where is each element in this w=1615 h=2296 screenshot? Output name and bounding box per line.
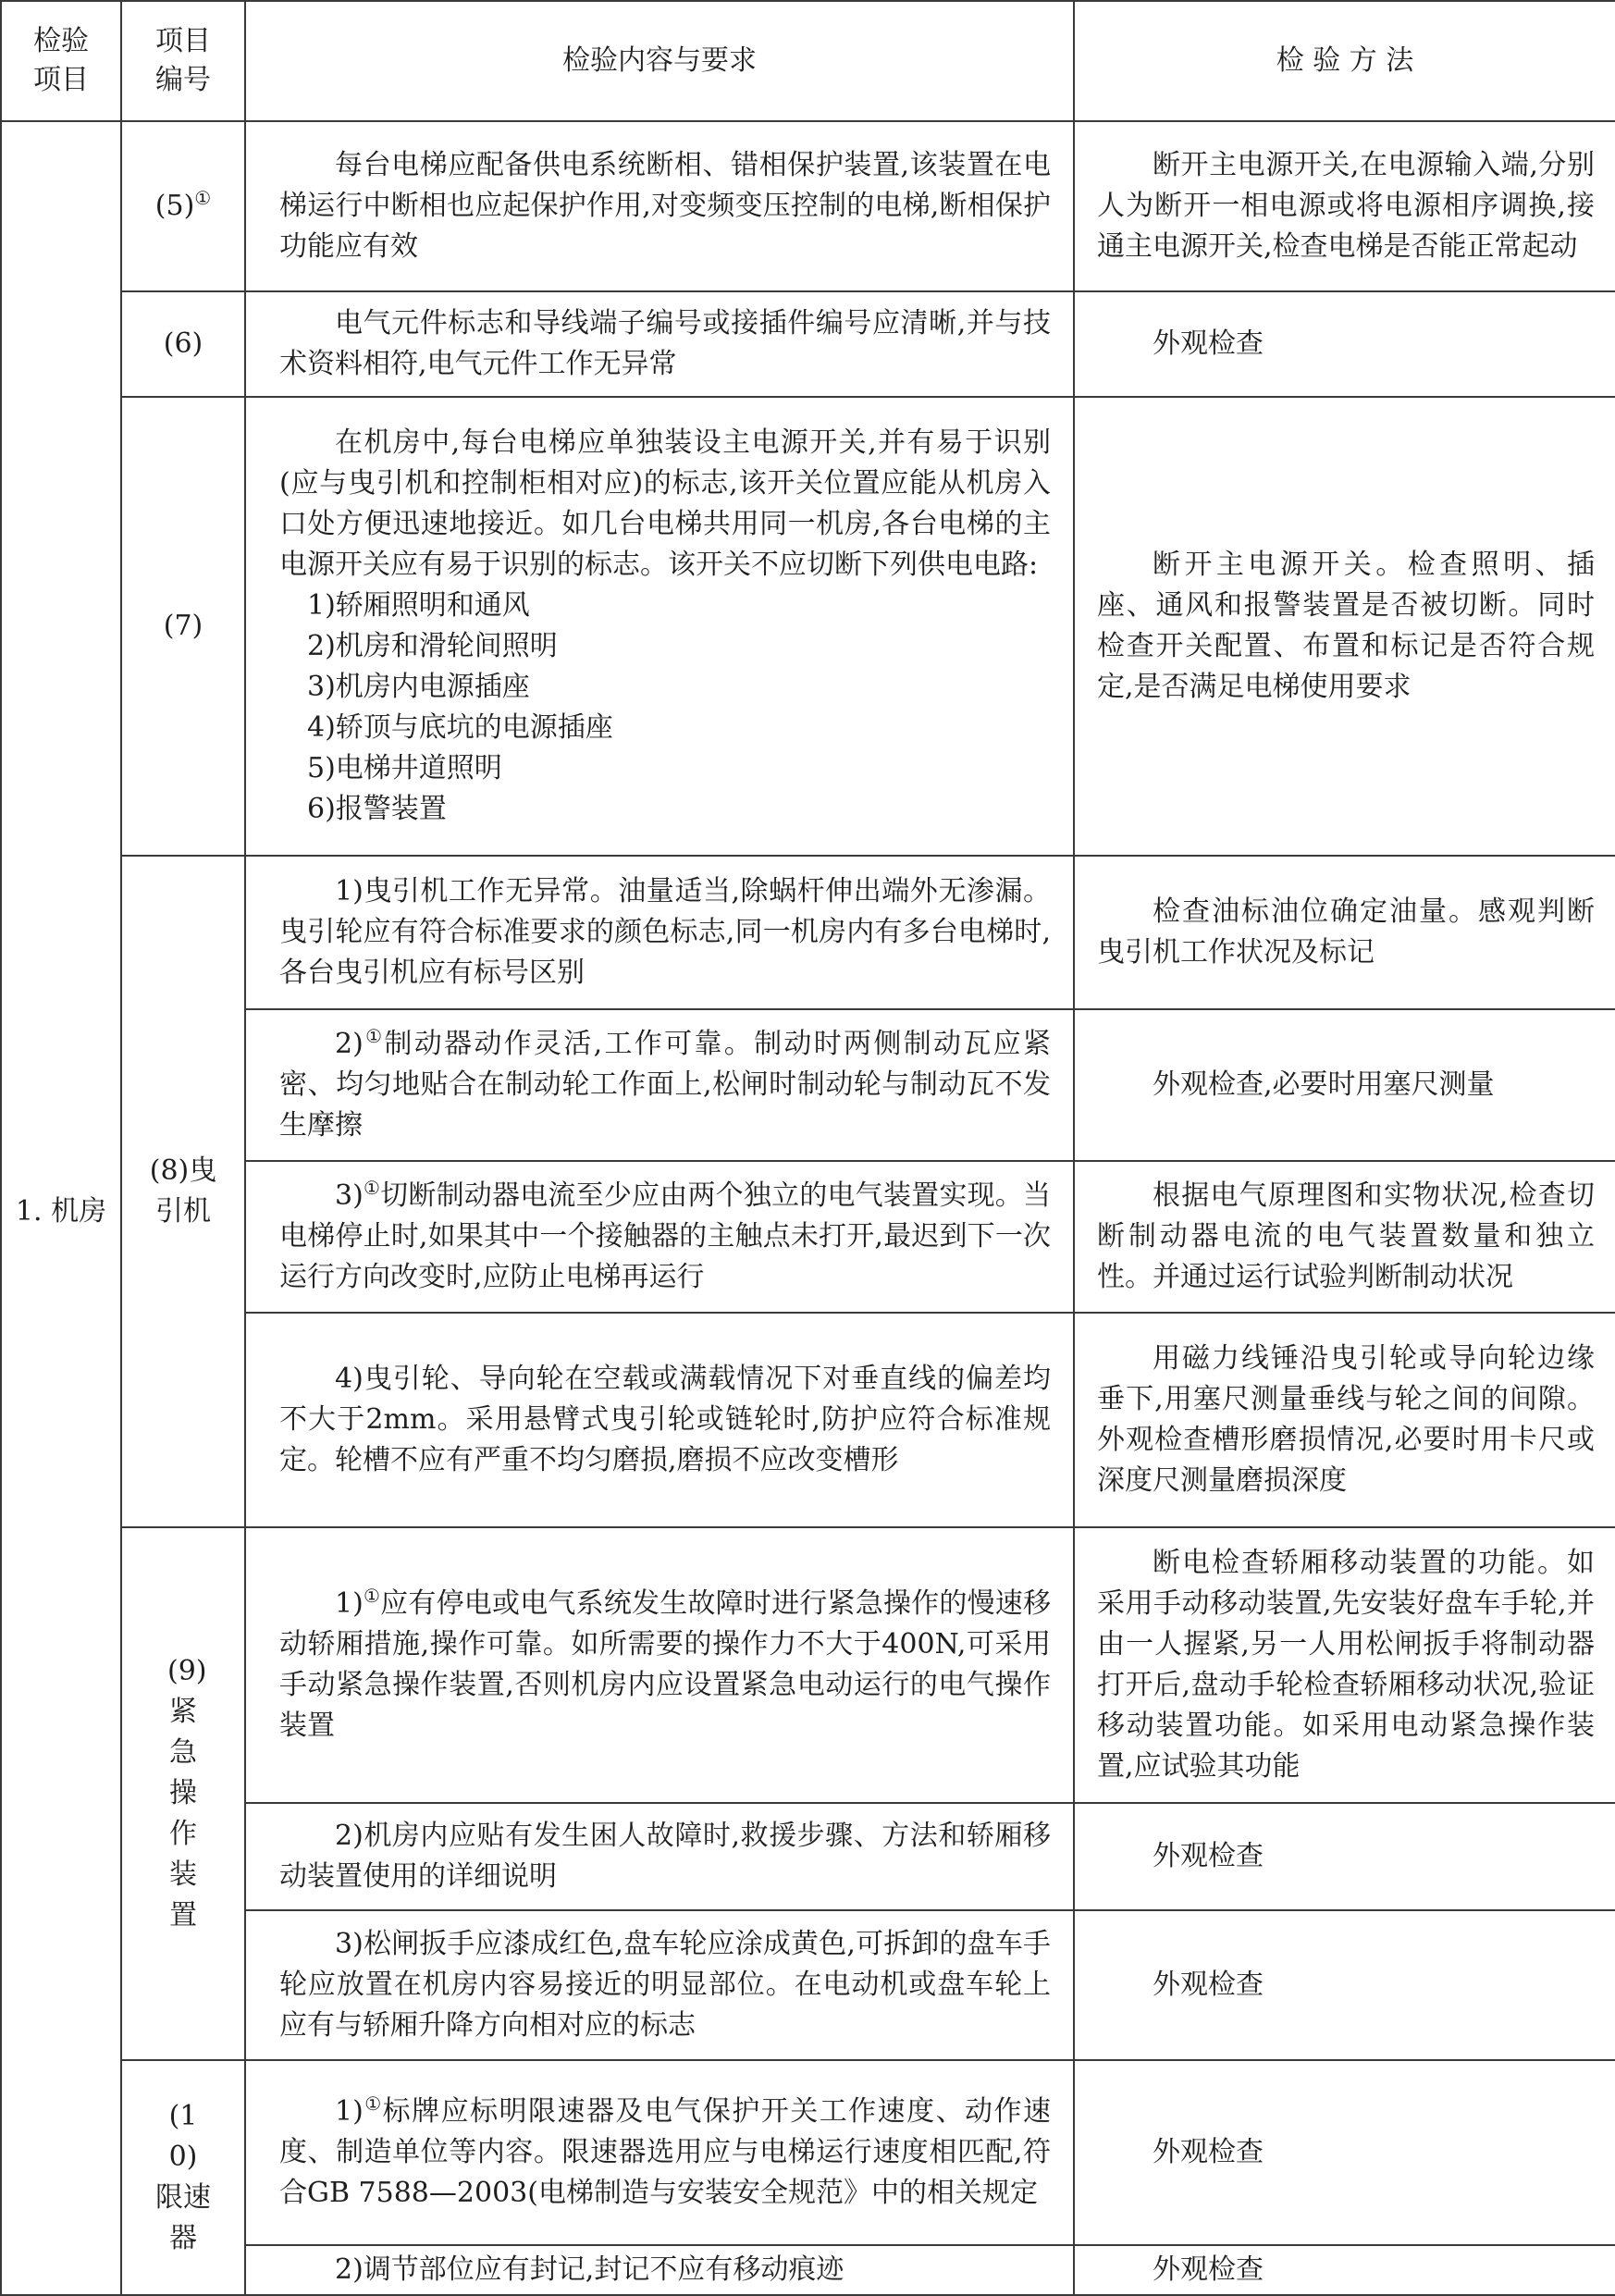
method-text: 外观检查 [1153,2253,1264,2286]
requirement-cell [245,121,1074,291]
requirement-cell [245,2060,1074,2245]
item-number [121,2060,245,2295]
method-cell [1074,2245,1615,2295]
table-row [1,291,1615,397]
list-item: 1)轿厢照明和通风 [307,589,530,622]
table-row [1,856,1615,1009]
requirement-text: 电气元件标志和导线端子编号或接插件编号应清晰,并与技术资料相符,电气元件工作无异常 [279,307,1051,380]
method-cell [1074,1803,1615,1910]
header-number-text: 项目 编号 [155,25,211,96]
requirement-cell [245,1803,1074,1910]
item-number-text: (10)限速器 [155,2100,211,2254]
requirement-text: 3)松闸扳手应漆成红色,盘车轮应涂成黄色,可拆卸的盘车手轮应放置在机房内容易接近的明显部位。在电动机或盘车轮上应有与轿厢升降方向相对应的标志 [279,1928,1051,2042]
requirement-text: 1)曳引机工作无异常。油量适当,除蜗杆伸出端外无渗漏。曳引轮应有符合标准要求的颜色标志,同一机房内有多台电梯时,各台曳引机应有标号区别 [279,875,1051,989]
requirement-cell [245,2245,1074,2295]
requirement-text: 1)①标牌应标明限速器及电气保护开关工作速度、动作速度、制造单位等内容。限速器选用应与电梯运行速度相匹配,符合GB 7588—2003(电梯制造与安装安全规范》中的相关规定 [279,2092,1051,2209]
header-number [121,1,245,121]
method-cell [1074,121,1615,291]
method-text: 检查油标油位确定油量。感观判断曳引机工作状况及标记 [1097,895,1595,969]
method-text: 外观检查 [1153,1840,1264,1872]
method-cell [1074,856,1615,1009]
item-number: (7) [121,397,245,856]
requirement-cell [245,397,1074,856]
method-text: 外观检查 [1153,1969,1264,2001]
requirement-text: 2)调节部位应有封记,封记不应有移动痕迹 [335,2253,844,2286]
requirement-cell [245,1527,1074,1803]
header-item [1,1,121,121]
requirement-cell [245,1313,1074,1527]
requirement-text: 2)①制动器动作灵活,工作可靠。制动时两侧制动瓦应紧密、均匀地贴合在制动轮工作面上,松闸时制动轮与制动瓦不发生摩擦 [279,1025,1051,1142]
requirement-text: 1)①应有停电或电气系统发生故障时进行紧急操作的慢速移动轿厢措施,操作可靠。如所需要的操作力不大于400N,可采用手动紧急操作装置,否则机房内应设置紧急电动运行的电气操作装置 [279,1585,1051,1742]
method-cell [1074,1910,1615,2060]
requirement-cell [245,856,1074,1009]
item-number [121,1527,245,2060]
method-cell [1074,1161,1615,1313]
requirement-cell [245,1161,1074,1313]
method-cell [1074,1313,1615,1527]
item-number [121,856,245,1527]
method-cell [1074,1527,1615,1803]
list-item: 4)轿顶与底坑的电源插座 [307,711,613,744]
method-cell [1074,2060,1615,2245]
table-row [1,121,1615,291]
requirement-text: 每台电梯应配备供电系统断相、错相保护装置,该装置在电梯运行中断相也应起保护作用,对变频变压控制的电梯,断相保护功能应有效 [279,149,1051,263]
requirement-text: 在机房中,每台电梯应单独装设主电源开关,并有易于识别(应与曳引机和控制柜相对应)的标志,该开关位置应能从机房入口处方便迅速地接近。如几台电梯共用同一机房,各台电梯的主电源开关应有易于识别的标志。该开关不应切断下列供电电路: [279,426,1051,581]
requirement-text: 4)曳引轮、导向轮在空载或满载情况下对垂直线的偏差均不大于2mm。采用悬臂式曳引轮或链轮时,防护应符合标准规定。轮槽不应有严重不均匀磨损,磨损不应改变槽形 [279,1363,1051,1476]
method-cell [1074,291,1615,397]
list-item: 2)机房和滑轮间照明 [307,630,558,662]
method-text: 外观检查 [1153,2136,1264,2168]
method-text: 外观检查,必要时用塞尺测量 [1153,1068,1495,1101]
item-number: (6) [121,291,245,397]
item-number: (5)① [121,121,245,291]
table-row [1,2060,1615,2245]
requirement-text: 2)机房内应贴有发生困人故障时,救援步骤、方法和轿厢移动装置使用的详细说明 [279,1820,1051,1893]
method-text: 外观检查 [1153,327,1264,360]
item-number-text: (8)曳引机 [149,1154,217,1228]
table-row [1,397,1615,856]
method-cell [1074,1009,1615,1161]
list-item: 6)报警装置 [307,793,447,825]
requirement-cell [245,1009,1074,1161]
list-item: 3)机房内电源插座 [307,671,530,703]
requirement-cell [245,291,1074,397]
method-text: 断开主电源开关,在电源输入端,分别人为断开一相电源或将电源相序调换,接通主电源开关,检查电梯是否能正常起动 [1097,149,1595,263]
header-method: 检 验 方 法 [1074,1,1615,121]
list-item: 5)电梯井道照明 [307,752,502,784]
method-text: 断开主电源开关。检查照明、插座、通风和报警装置是否被切断。同时检查开关配置、布置和标记是否符合规定,是否满足电梯使用要求 [1097,549,1595,703]
table-row [1,1527,1615,1803]
requirement-text: 3)①切断制动器电流至少应由两个独立的电气装置实现。当电梯停止时,如果其中一个接触器的主触点未打开,最迟到下一次运行方向改变时,应防止电梯再运行 [279,1177,1051,1293]
requirement-cell [245,1910,1074,2060]
method-text: 用磁力线锤沿曳引轮或导向轮边缘垂下,用塞尺测量垂线与轮之间的间隙。外观检查槽形磨损情况,必要时用卡尺或深度尺测量磨损深度 [1097,1342,1595,1497]
header-requirements: 检验内容与要求 [245,1,1074,121]
method-cell [1074,397,1615,856]
header-row [1,1,1615,121]
method-text: 断电检查轿厢移动装置的功能。如采用手动移动装置,先安装好盘车手轮,并由一人握紧,另一人用松闸扳手将制动器打开后,盘动手轮检查轿厢移动状况,验证移动装置功能。如采用电动紧急操作装置,应试验其功能 [1097,1547,1595,1783]
header-item-text: 检验 项目 [33,25,89,96]
item-number-text: (9)紧急操作装置 [167,1655,207,1932]
method-text: 根据电气原理图和实物状况,检查切断制动器电流的电气装置数量和独立性。并通过运行试验判断制动状况 [1097,1179,1595,1293]
category-cell: 1. 机房 [1,121,121,2295]
